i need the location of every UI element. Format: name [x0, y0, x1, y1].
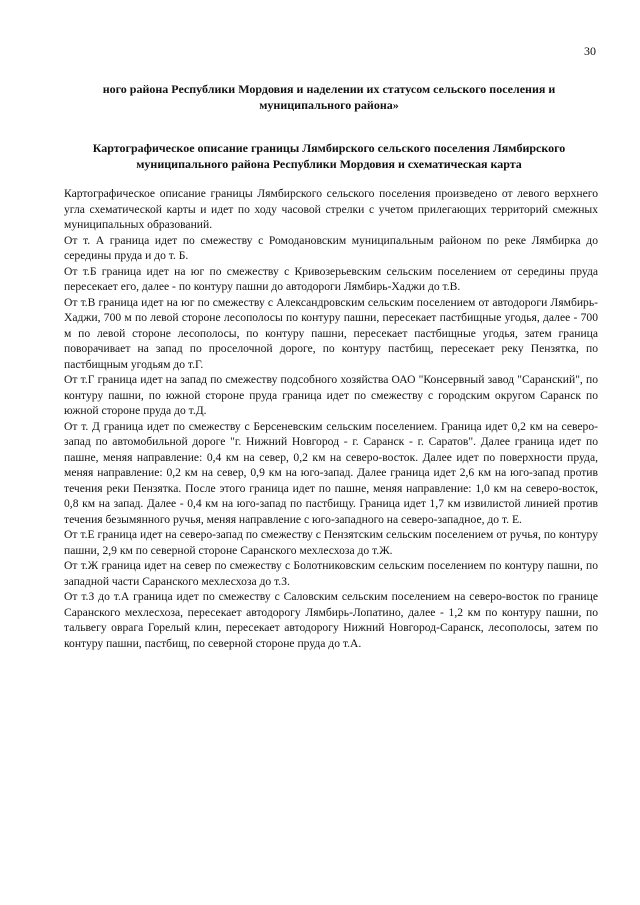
body-text: [64, 186, 598, 651]
paragraph: От т. Д граница идет по смежеству с Берсеневским сельским поселением. Граница идет 0,2 км на северо-запад по автомобильной дороге "г. Нижний Новгород - г. Саранск - г. Саратов". Далее граница идет по пашне, меняя направление: 0,4 км на север, 0,2 км на северо-восток. Далее идет по поверхности пруда, меняя направление: 0,2 км на север, 0,9 км на юго-запад. Далее граница идет 2,6 км на юго-запад против течения реки Пензятка. После этого граница идет по пашне, меняя направление: 1,0 км на северо-восток, 0,8 км на запад. Далее - 0,4 км на юго-запад по пастбищу. Граница идет 1,7 км извилистой линией против течения безымянного ручья, меняя направление с юго-западного на северо-западное, до т. Е.: [64, 419, 598, 526]
paragraph: От т.Б граница идет на юг по смежеству с Кривозерьевским сельским поселением от середины пруда пересекает его, далее - по контуру пашни до автодороги Лямбирь-Хаджи до т.В.: [64, 264, 598, 293]
paragraph: От т. А граница идет по смежеству с Ромодановским муниципальным районом по реке Лямбирка до середины пруда и до т. Б.: [64, 233, 598, 262]
page-number: 30: [584, 44, 596, 58]
paragraph: Картографическое описание границы Лямбирского сельского поселения произведено от левого верхнего угла схематической карты и идет по ходу часовой стрелки с учетом прилегающих территорий смежных муниципальных образований.: [64, 187, 598, 231]
paragraph: От т.З до т.А граница идет по смежеству с Саловским сельским поселением на северо-восток по границе Саранского мехлесхоза, пересекает автодорогу Лямбирь-Лопатино, далее - 1,2 км по контуру пашни, по тальвегу оврага Горелый клин, пересекает автодорогу Нижний Новгород-Саранск, лесополосы, затем по контуру пашни, пастбищ, по северной стороне пруда до т.А.: [64, 590, 598, 650]
section-title: Картографическое описание границы Лямбирского сельского поселения Лямбирского муниципального района Республики Мордовия и схематическая карта: [92, 141, 566, 171]
paragraph: От т.Ж граница идет на север по смежеству с Болотниковским сельским поселением по контуру пашни, по западной части Саранского мехлесхоза до т.З.: [64, 559, 598, 588]
heading-continuation: ного района Республики Мордовия и наделении их статусом сельского поселения и муниципального района»: [102, 82, 556, 112]
paragraph: От т.Е граница идет на северо-запад по смежеству с Пензятским сельским поселением от ручья, по контуру пашни, 2,9 км по северной стороне Саранского мехлесхоза до т.Ж.: [64, 528, 598, 557]
paragraph: От т.Г граница идет на запад по смежеству подсобного хозяйства ОАО "Консервный завод "Саранский", по контуру пашни, по южной стороне пруда граница идет по смежеству с городским округом Саранск по южной стороне пруда до т.Д.: [64, 373, 598, 417]
paragraph: От т.В граница идет на юг по смежеству с Александровским сельским поселением от автодороги Лямбирь-Хаджи, 700 м по левой стороне лесополосы по контуру пашни, пересекает пастбищные угодья, далее - 700 м по левой стороне лесополосы, по контуру пашни, пересекает пастбищные угодья, затем граница поворачивает на запад по проселочной дороге, по контуру пастбищ, пересекает реку Пензятка, по пастбищным угодьям до т.Г.: [64, 295, 598, 371]
